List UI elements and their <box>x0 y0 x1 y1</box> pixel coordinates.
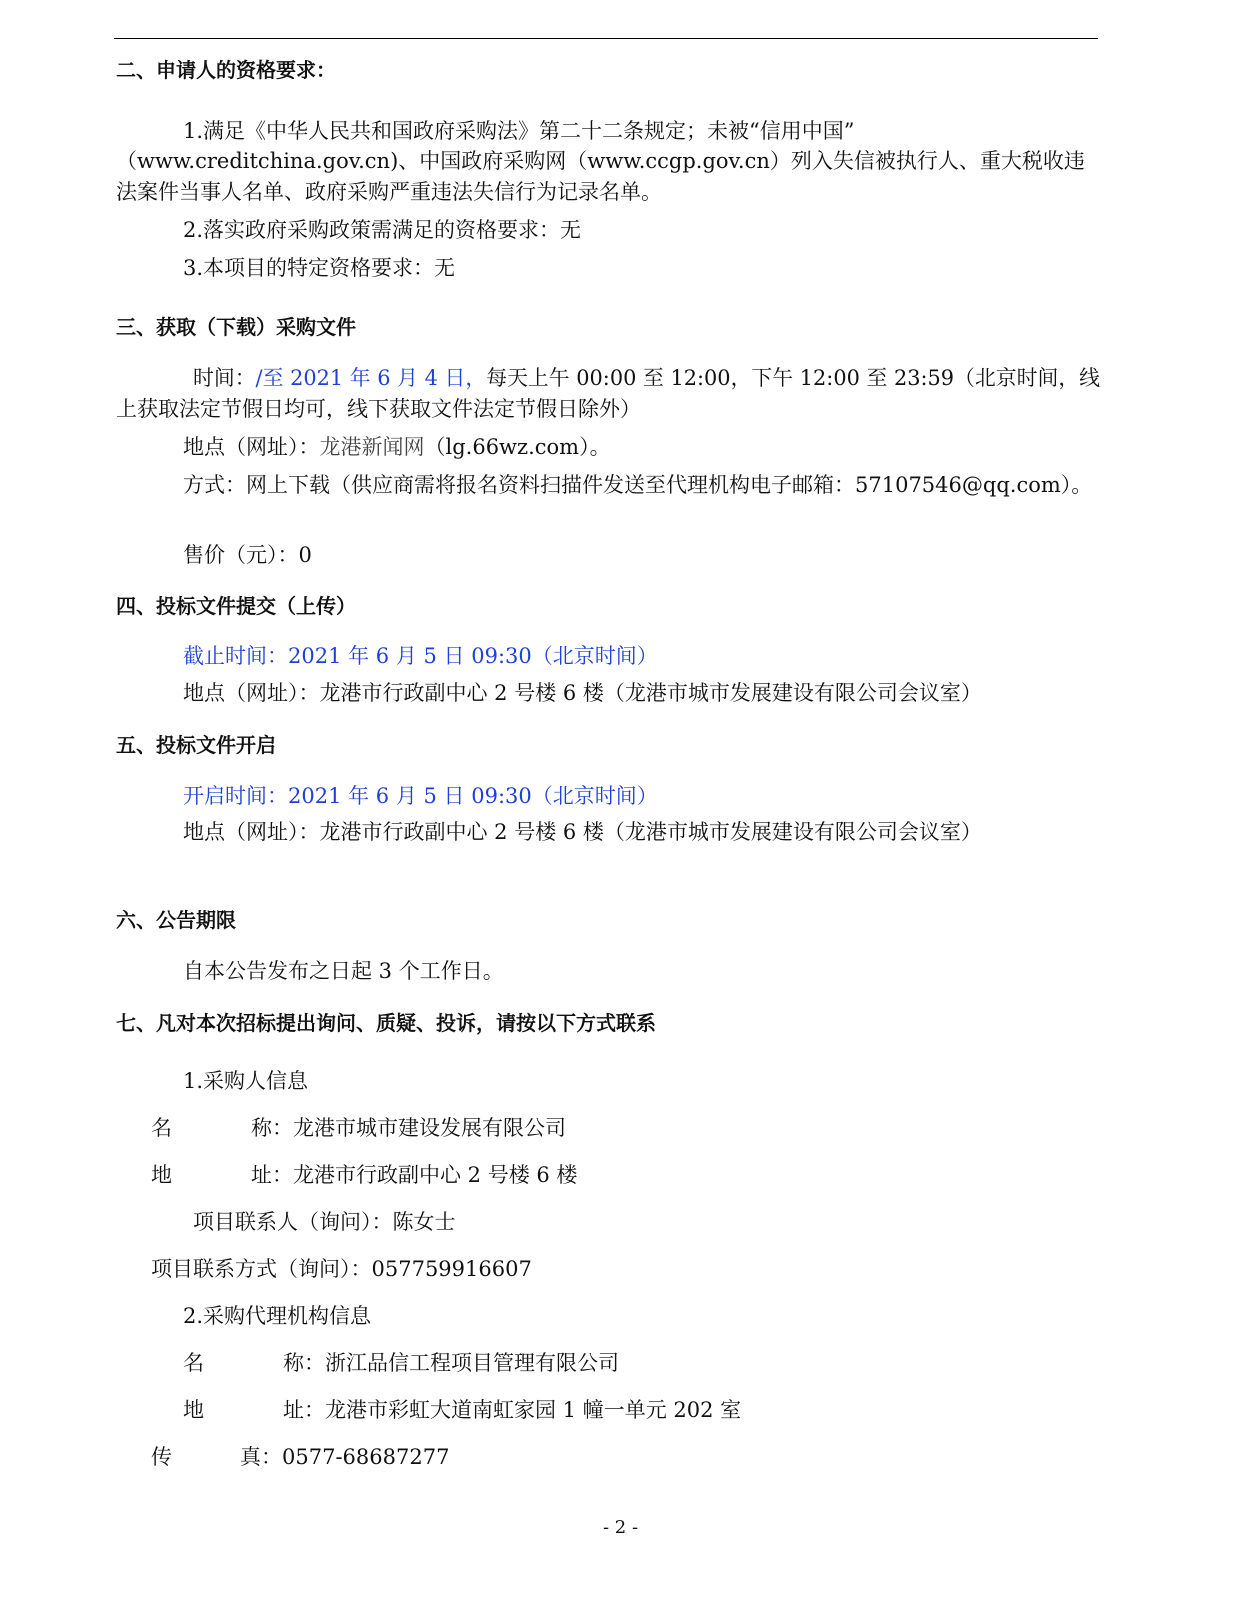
qualification-item-1-line-2: （www.creditchina.gov.cn)、中国政府采购网（www.ccgp.gov.cn）列入失信被执行人、重大税收违 <box>116 149 1085 173</box>
agency-name-row <box>283 1349 619 1377</box>
obtain-method: 方式：网上下载（供应商需将报名资料扫描件发送至代理机构电子邮箱：57107546@qq.com）。 <box>183 473 1093 497</box>
obtain-time-deadline: /至 2021 年 6 月 4 日， <box>255 366 487 390</box>
obtain-place <box>183 433 611 461</box>
agency-address-label-char-1: 地 <box>183 1398 204 1422</box>
purchaser-address-label-char-1: 地 <box>151 1163 172 1187</box>
agency-address-row <box>283 1396 741 1424</box>
purchaser-name-row <box>251 1114 566 1142</box>
purchaser-address: 龙港市行政副中心 2 号楼 6 楼 <box>293 1163 578 1187</box>
qualification-item-2: 2.落实政府采购政策需满足的资格要求：无 <box>183 218 582 242</box>
announcement-period-text: 自本公告发布之日起 3 个工作日。 <box>183 959 504 983</box>
agency-address-label-char-2: 址： <box>283 1398 325 1422</box>
obtain-time-label: 时间： <box>193 366 256 390</box>
obtain-price: 售价（元）：0 <box>183 543 312 567</box>
purchaser-name: 龙港市城市建设发展有限公司 <box>293 1116 566 1140</box>
agency-name-label-char-2: 称： <box>283 1351 325 1375</box>
opening-time: 开启时间：2021 年 6 月 5 日 09:30（北京时间） <box>183 784 658 808</box>
agency-name-label-char-1: 名 <box>183 1351 204 1375</box>
purchaser-address-label-char-2: 址： <box>251 1163 293 1187</box>
purchaser-address-row <box>251 1161 577 1189</box>
section-heading-submission: 四、投标文件提交（上传） <box>116 594 356 618</box>
section-heading-announcement-period: 六、公告期限 <box>116 908 236 932</box>
agency-fax-label-char-2: 真： <box>240 1445 282 1469</box>
qualification-item-1-line-3: 法案件当事人名单、政府采购严重违法失信行为记录名单。 <box>116 180 662 204</box>
obtain-time-line-1 <box>193 364 1100 392</box>
section-heading-opening: 五、投标文件开启 <box>116 733 276 757</box>
obtain-place-label: 地点（网址）： <box>183 435 320 459</box>
section-heading-obtain-documents: 三、获取（下载）采购文件 <box>116 315 356 339</box>
agency-address: 龙港市彩虹大道南虹家园 1 幢一单元 202 室 <box>325 1398 742 1422</box>
purchaser-name-label-char-2: 称： <box>251 1116 293 1140</box>
header-rule <box>114 38 1098 39</box>
purchaser-info-title: 1.采购人信息 <box>183 1069 309 1093</box>
section-heading-contact: 七、凡对本次招标提出询问、质疑、投诉，请按以下方式联系 <box>116 1011 656 1035</box>
obtain-time-line-2: 上获取法定节假日均可，线下获取文件法定节假日除外） <box>116 397 641 421</box>
purchaser-contact-person: 项目联系人（询问）：陈女士 <box>193 1210 456 1234</box>
purchaser-name-label-char-1: 名 <box>151 1116 172 1140</box>
agency-fax: 0577-68687277 <box>282 1445 450 1469</box>
obtain-time-hours: 每天上午 00:00 至 12:00，下午 12:00 至 23:59（北京时间，线 <box>486 366 1101 390</box>
agency-name: 浙江品信工程项目管理有限公司 <box>325 1351 619 1375</box>
agency-fax-label-char-1: 传 <box>151 1445 172 1469</box>
obtain-place-site-name: 龙港新闻网 <box>319 435 425 459</box>
purchaser-contact-phone: 项目联系方式（询问）：057759916607 <box>151 1257 532 1281</box>
section-heading-qualifications: 二、申请人的资格要求： <box>116 58 336 82</box>
obtain-place-url: （lg.66wz.com）。 <box>424 435 611 459</box>
submission-place: 地点（网址）：龙港市行政副中心 2 号楼 6 楼（龙港市城市发展建设有限公司会议室） <box>183 681 982 705</box>
agency-info-title: 2.采购代理机构信息 <box>183 1304 372 1328</box>
opening-place: 地点（网址）：龙港市行政副中心 2 号楼 6 楼（龙港市城市发展建设有限公司会议室） <box>183 820 982 844</box>
agency-fax-row <box>240 1443 449 1471</box>
qualification-item-1-line-1: 1.满足《中华人民共和国政府采购法》第二十二条规定；未被“信用中国” <box>183 119 855 143</box>
submission-deadline: 截止时间：2021 年 6 月 5 日 09:30（北京时间） <box>183 644 658 668</box>
qualification-item-3: 3.本项目的特定资格要求：无 <box>183 256 456 280</box>
page-number: - 2 - <box>602 1517 639 1538</box>
